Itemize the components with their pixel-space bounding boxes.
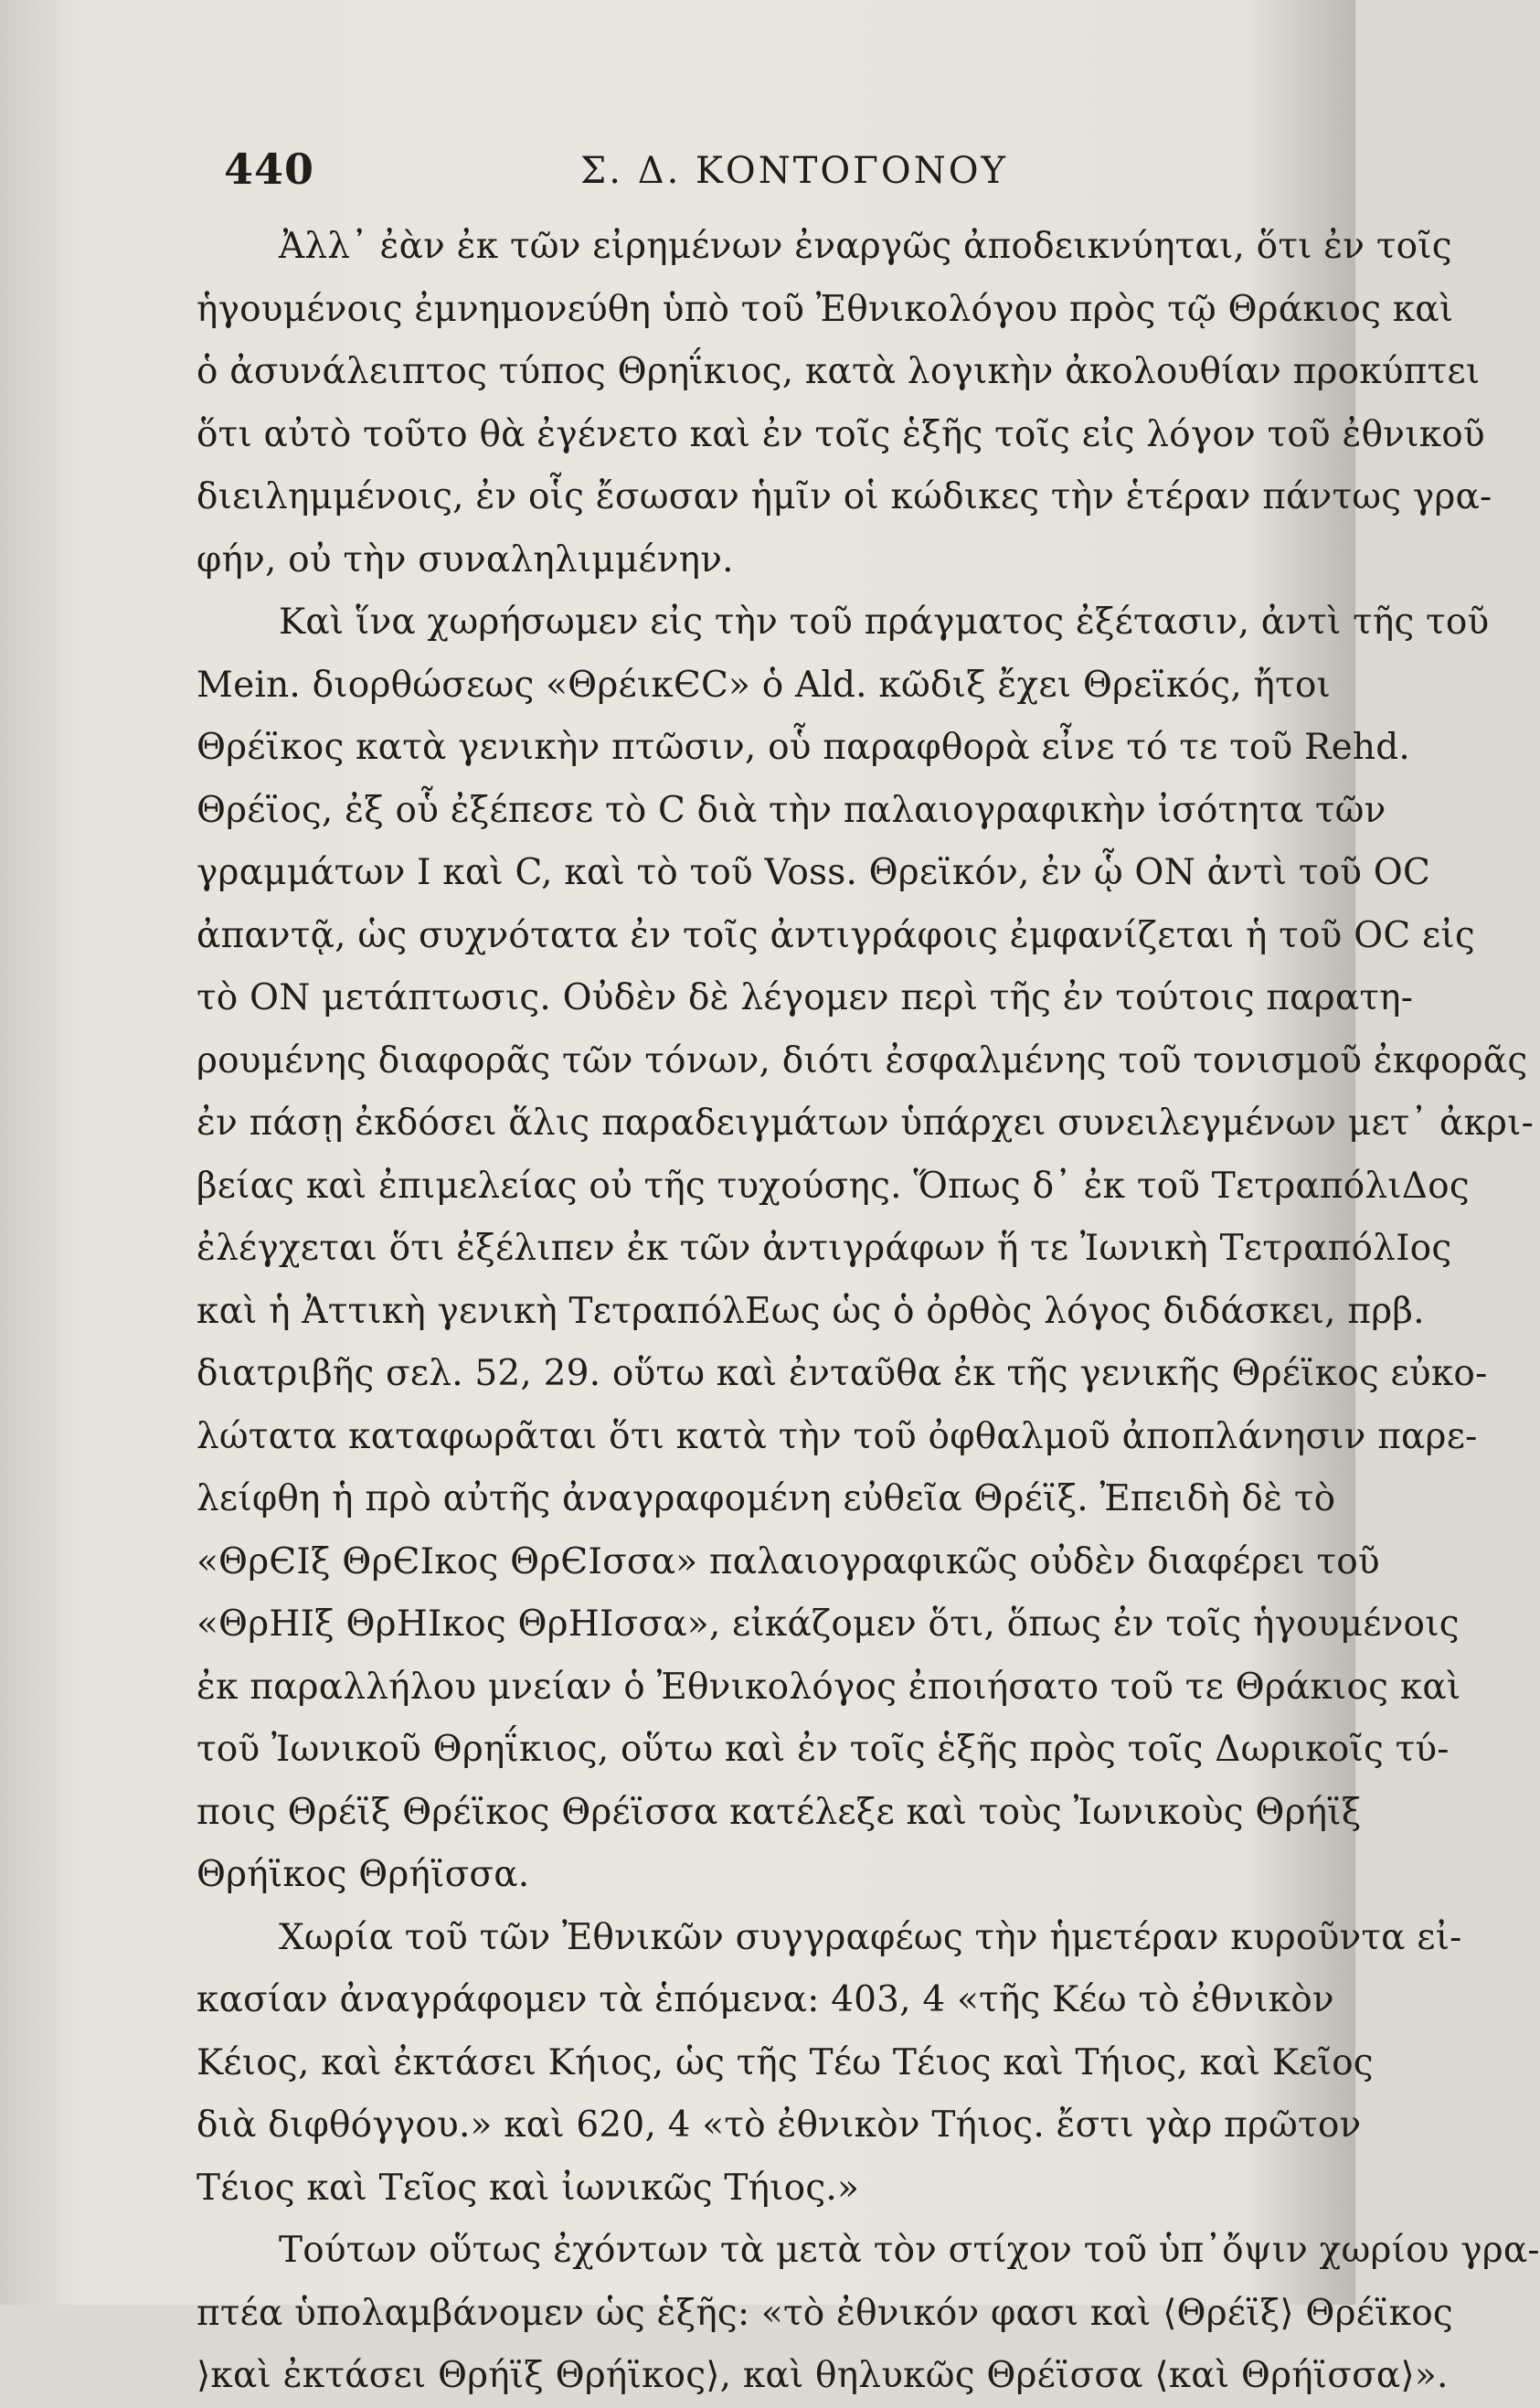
text-line: πτέα ὑπολαμβάνομεν ὡς ἑξῆς: «τὸ ἐθνικόν φασι καὶ ⟨Θρέϊξ⟩ Θρέϊκος — [196, 2292, 1453, 2334]
text-line: ⟩καὶ ἐκτάσει Θρήϊξ Θρήϊκος⟩, καὶ θηλυκῶς Θρέϊσσα ⟨καὶ Θρήϊσσα⟩». — [196, 2355, 1449, 2396]
text-line: «ΘρЄΙξ ΘρЄΙκος ΘρЄΙσσα» παλαιογραφικῶς οὐδὲν διαφέρει τοῦ — [196, 1540, 1380, 1582]
text-line: Καὶ ἵνα χωρήσωμεν εἰς τὴν τοῦ πράγματος ἐξέτασιν, ἀντὶ τῆς τοῦ — [279, 602, 1490, 643]
header-author: Σ. Δ. ΚΟΝΤΟΓΟΝΟΥ — [580, 150, 1008, 192]
text-line: ἐλέγχεται ὅτι ἐξέλιπεν ἐκ τῶν ἀντιγράφων ἥ τε Ἰωνικὴ ΤετραπόλΙος — [196, 1228, 1452, 1269]
text-line: τοῦ Ἰωνικοῦ Θρηΐκιος, οὕτω καὶ ἐν τοῖς ἑξῆς πρὸς τοῖς Δωρικοῖς τύ- — [196, 1729, 1450, 1770]
text-line: καὶ ἡ Ἀττικὴ γενικὴ ΤετραπόλΕως ὡς ὁ ὀρθὸς λόγος διδάσκει, πρβ. — [196, 1290, 1425, 1332]
text-line: ὁ ἀσυνάλειπτος τύπος Θρηΐκιος, κατὰ λογικὴν ἀκολουθίαν προκύπτει — [196, 351, 1481, 392]
page-number: 440 — [224, 144, 315, 194]
running-head — [196, 137, 1319, 203]
text-line: Κέιος, καὶ ἐκτάσει Κήιος, ὡς τῆς Τέω Τέιος καὶ Τήιος, καὶ Κεῖος — [196, 2041, 1374, 2083]
text-line: ἡγουμένοις ἐμνημονεύθη ὑπὸ τοῦ Ἐθνικολόγου πρὸς τῷ Θράκιος καὶ — [196, 288, 1454, 330]
paragraph — [196, 2220, 1540, 2408]
text-line: Τούτων οὕτως ἐχόντων τὰ μετὰ τὸν στίχον τοῦ ὑπ᾽ὄψιν χωρίου γρα- — [279, 2230, 1540, 2271]
text-line: ἀπαντᾷ, ὡς συχνότατα ἐν τοῖς ἀντιγράφοις ἐμφανίζεται ἡ τοῦ ΟC εἰς — [196, 914, 1475, 956]
text-line: ὅτι αὐτὸ τοῦτο θὰ ἐγένετο καὶ ἐν τοῖς ἑξῆς τοῖς εἰς λόγον τοῦ ἐθνικοῦ — [196, 413, 1485, 455]
text-line: Θρέϊκος κατὰ γενικὴν πτῶσιν, οὗ παραφθορὰ εἶνε τό τε τοῦ Rehd. — [196, 727, 1410, 768]
text-line: διειλημμένοις, ἐν οἷς ἔσωσαν ἡμῖν οἱ κώδικες τὴν ἑτέραν πάντως γρα- — [196, 476, 1492, 517]
text-line: βείας καὶ ἐπιμελείας οὐ τῆς τυχούσης. Ὅπως δ᾽ ἐκ τοῦ ΤετραπόλιΔος — [196, 1165, 1470, 1207]
text-line: ποις Θρέϊξ Θρέϊκος Θρέϊσσα κατέλεξε καὶ τοὺς Ἰωνικοὺς Θρήϊξ — [196, 1791, 1362, 1833]
paragraph — [196, 216, 1492, 591]
text-line: Τέιος καὶ Τεῖος καὶ ἰωνικῶς Τήιος.» — [196, 2167, 860, 2209]
text-line: τὸ ΟΝ μετάπτωσις. Οὐδὲν δὲ λέγομεν περὶ τῆς ἐν τούτοις παρατη- — [196, 977, 1414, 1018]
paragraph — [196, 1907, 1462, 2221]
text-line: ἐκ παραλλήλου μνείαν ὁ Ἐθνικολόγος ἐποιήσατο τοῦ τε Θράκιος καὶ — [196, 1666, 1461, 1708]
text-line: Χωρία τοῦ τῶν Ἐθνικῶν συγγραφέως τὴν ἡμετέραν κυροῦντα εἰ- — [279, 1916, 1462, 1958]
text-line: γραμμάτων I καὶ C, καὶ τὸ τοῦ Voss. Θρεϊκόν, ἐν ᾧ ΟΝ ἀντὶ τοῦ ΟC — [196, 852, 1430, 893]
text-line: ἐν πάσῃ ἐκδόσει ἅλις παραδειγμάτων ὑπάρχει συνειλεγμένων μετ᾽ ἀκρι- — [196, 1103, 1535, 1144]
text-line: Ἀλλ᾽ ἐὰν ἐκ τῶν εἰρημένων ἐναργῶς ἀποδεικνύηται, ὅτι ἐν τοῖς — [279, 226, 1452, 267]
text-line: διὰ διφθόγγου.» καὶ 620, 4 «τὸ ἐθνικὸν Τήιος. ἔστι γὰρ πρῶτον — [196, 2104, 1362, 2146]
paragraph — [196, 591, 1535, 1907]
text-line: κασίαν ἀναγράφομεν τὰ ἑπόμενα: 403, 4 «τῆς Κέω τὸ ἐθνικὸν — [196, 1979, 1334, 2020]
text-line: φήν, οὐ τὴν συναληλιμμένην. — [196, 538, 734, 581]
text-line: Θρήϊκος Θρήϊσσα. — [196, 1854, 530, 1895]
text-line: Θρέϊος, ἐξ οὗ ἐξέπεσε τὸ C διὰ τὴν παλαιογραφικὴν ἰσότητα τῶν — [196, 789, 1386, 831]
body-text — [196, 216, 1540, 2408]
text-line: λείφθη ἡ πρὸ αὐτῆς ἀναγραφομένη εὐθεῖα Θρέϊξ. Ἐπειδὴ δὲ τὸ — [196, 1478, 1336, 1519]
text-line: ρουμένης διαφορᾶς τῶν τόνων, διότι ἐσφαλμένης τοῦ τονισμοῦ ἐκφορᾶς — [196, 1039, 1528, 1081]
text-line: Mein. διορθώσεως «ΘρέικЄС» ὁ Ald. κῶδιξ ἔχει Θρεϊκός, ἤτοι — [196, 664, 1332, 706]
text-line: λώτατα καταφωρᾶται ὅτι κατὰ τὴν τοῦ ὀφθαλμοῦ ἀποπλάνησιν παρε- — [196, 1415, 1478, 1457]
text-line: «ΘρΗΙξ ΘρΗΙκος ΘρΗΙσσα», εἰκάζομεν ὅτι, ὅπως ἐν τοῖς ἡγουμένοις — [196, 1604, 1460, 1645]
text-line: διατριβῆς σελ. 52, 29. οὕτω καὶ ἐνταῦθα ἐκ τῆς γενικῆς Θρέϊκος εὐκο- — [196, 1353, 1488, 1394]
